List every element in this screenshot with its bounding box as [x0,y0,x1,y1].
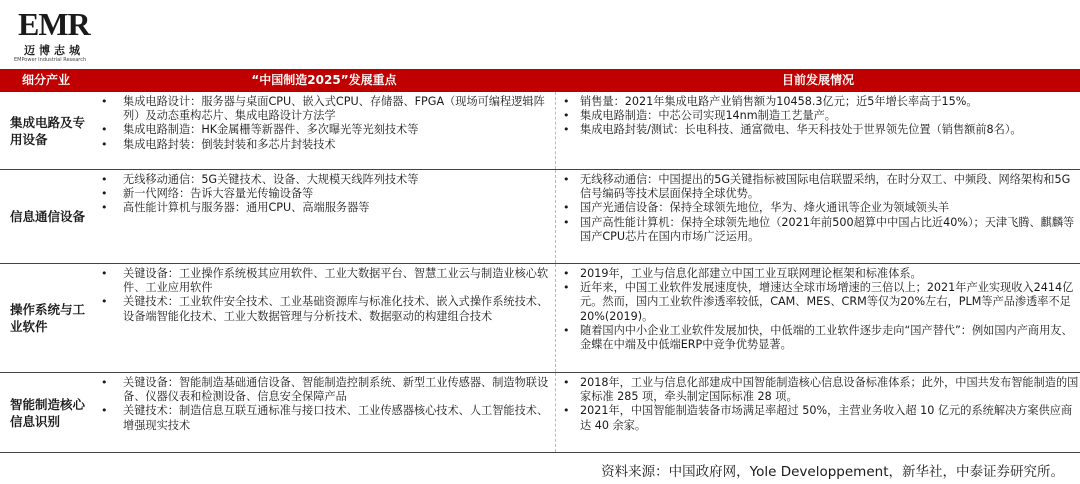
list-item: • 无线移动通信：中国提出的5G关键指标被国际电信联盟采纳，在时分双工、中频段、网络架构和5G信号编码等技术层面保持全球优势。 [556,173,1080,201]
list-item: • 无线移动通信：5G关键技术、设备、大规模天线阵列技术等 [92,173,555,187]
list-item: • 关键设备：智能制造基础通信设备、智能制造控制系统、新型工业传感器、制造物联设备、仪器仪表和检测设备、信息安全保障产品 [92,376,555,404]
header-status: 目前发展情况 [781,72,854,87]
list-item: • 新一代网络：告诉大容量光传输设备等 [92,187,555,201]
logo-chinese-name: 迈博志城 [24,44,84,57]
list-item: • 国产光通信设备：保持全球领先地位，华为、烽火通讯等企业为领域领头羊 [556,201,1080,215]
logo-mark: EMR [18,6,90,42]
list-item: • 集成电路封装：倒装封装和多芯片封装技术 [92,138,555,152]
list-item: • 2019年，工业与信息化部建立中国工业互联网理论框架和标准体系。 [556,267,1080,281]
row-category: 操作系统与工业软件 [10,302,86,334]
header-focus: “中国制造2025”发展重点 [251,72,397,87]
table-row [0,264,1080,373]
list-item: • 高性能计算机与服务器：通用CPU、高端服务器等 [92,201,555,215]
header-segment: 细分产业 [21,72,70,87]
list-item: • 关键技术：制造信息互联互通标准与接口技术、工业传感器核心技术、人工智能技术、增强现实技术 [92,404,555,432]
list-item: • 2021年，中国智能制造装备市场满足率超过 50%，主营业务收入超 10 亿元的系统解决方案供应商达 40 余家。 [556,404,1080,432]
list-item: • 关键技术：工业软件安全技术、工业基础资源库与标准化技术、嵌入式操作系统技术、设备端智能化技术、工业大数据管理与分析技术、数据驱动的构建组合技术 [92,295,555,323]
status-cell [556,92,1080,169]
table-row [0,92,1080,170]
focus-cell [92,92,556,169]
industry-table [0,69,1080,453]
logo-english-name: EMPower Industrial Research [14,57,87,63]
status-cell [556,264,1080,372]
table-header [0,69,1080,92]
list-item: • 销售量：2021年集成电路产业销售额为10458.3亿元；近5年增长率高于15%。 [556,95,1080,109]
list-item: • 集成电路制造：中芯公司实现14nm制造工艺量产。 [556,109,1080,123]
row-category: 智能制造核心信息识别 [10,396,86,429]
row-category: 集成电路及专用设备 [10,114,86,147]
list-item: • 随着国内中小企业工业软件发展加快，中低端的工业软件逐步走向“国产替代”：例如国内产商用友、金蝶在中端及中低端ERP中竞争优势显著。 [556,324,1080,352]
status-cell [556,373,1080,452]
list-item: • 2018年，工业与信息化部建成中国智能制造核心信息设备标准体系；此外，中国共发布智能制造的国家标准 285 项，牵头制定国际标准 28 项。 [556,376,1080,404]
list-item: • 集成电路制造：HK金属栅等新器件、多次曝光等光刻技术等 [92,123,555,137]
focus-cell [92,170,556,263]
table-row [0,373,1080,453]
emr-logo [12,6,112,64]
list-item: • 关键设备：工业操作系统极其应用软件、工业大数据平台、智慧工业云与制造业核心软件、工业应用软件 [92,267,555,295]
list-item: • 近年来，中国工业软件发展速度快，增速达全球市场增速的三倍以上；2021年产业实现收入2414亿元。然而，国内工业软件渗透率较低，CAM、MES、CRM等仅为20%左右，PLM等产品渗透率不足20%(2019)。 [556,281,1080,324]
source-note: 资料来源：中国政府网，Yole Developpement，新华社，中泰证券研究所。 [601,464,1064,480]
table-row [0,170,1080,264]
list-item: • 集成电路封装/测试：长电科技、通富微电、华天科技处于世界领先位置（销售额前8名）。 [556,123,1080,137]
row-category: 信息通信设备 [10,209,86,224]
status-cell [556,170,1080,263]
focus-cell [92,264,556,372]
list-item: • 国产高性能计算机：保持全球领先地位（2021年前500超算中中国占比近40%）；天津飞腾、麒麟等国产CPU芯片在国内市场广泛运用。 [556,216,1080,244]
list-item: • 集成电路设计：服务器与桌面CPU、嵌入式CPU、存储器、FPGA（现场可编程逻辑阵列）及动态重构芯片、集成电路设计方法学 [92,95,555,123]
focus-cell [92,373,556,452]
